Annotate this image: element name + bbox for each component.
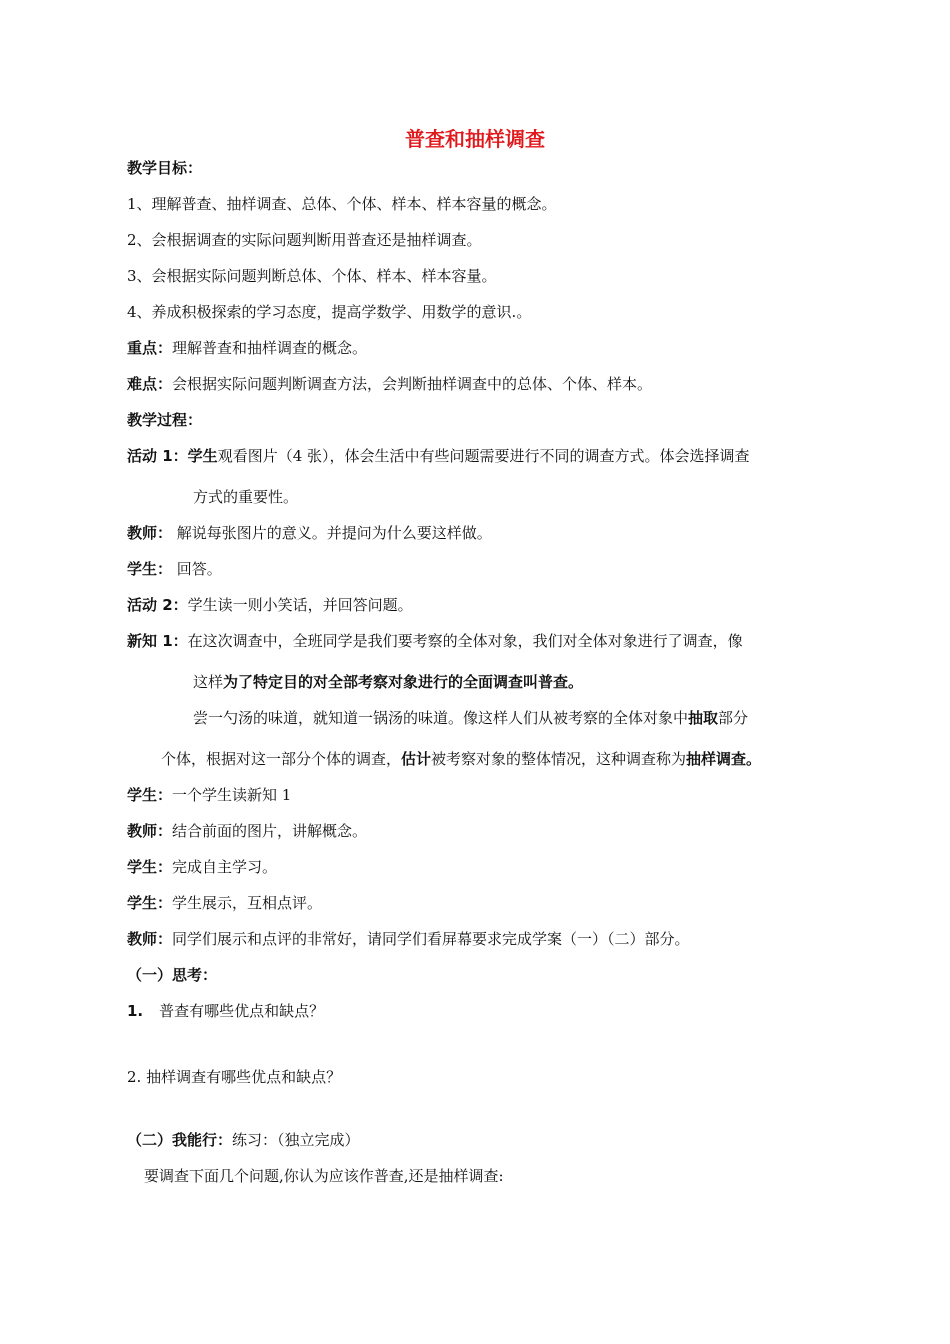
student-3: [127, 857, 277, 877]
student-4-text: 学生展示，互相点评。: [172, 894, 323, 912]
census-intro: 这样: [193, 673, 224, 691]
teacher-2: [127, 821, 367, 841]
activity-2: [127, 595, 413, 615]
teacher-2-text: 结合前面的图片，讲解概念。: [172, 822, 368, 840]
question-1-number: 1.: [127, 1002, 144, 1020]
student-1-label: 学生：: [127, 560, 173, 578]
census-definition: 为了特定目的对全部考察对象进行的全面调查叫普查。: [223, 673, 584, 691]
objective-item-2: 2、会根据调查的实际问题判断用普查还是抽样调查。: [127, 231, 482, 249]
page-title: 普查和抽样调查: [405, 127, 545, 151]
difficulty-text: 会根据实际问题判断调查方法，会判断抽样调查中的总体、个体、样本。: [172, 375, 653, 393]
student-2: [127, 785, 291, 805]
teacher-1: [127, 523, 492, 543]
activity-1-text: 观看图片（4 张），体会生活中有些问题需要进行不同的调查方式。体会选择调查: [217, 447, 750, 465]
activity-1-who: 学生: [187, 447, 218, 465]
activity-1-text-cont: 方式的重要性。: [193, 488, 299, 506]
student-1: [127, 559, 222, 579]
new-knowledge-line-2: [193, 672, 583, 692]
new-knowledge-1: [127, 631, 743, 651]
think-question-2: 2. 抽样调查有哪些优点和缺点？: [127, 1068, 342, 1086]
key-point-label: 重点：: [127, 339, 173, 357]
student-2-text: 一个学生读新知 1: [172, 786, 292, 804]
new-knowledge-label: 新知 1：: [127, 632, 188, 650]
activity-2-label: 活动 2：: [127, 596, 188, 614]
objective-item-1: 1、理解普查、抽样调查、总体、个体、样本、样本容量的概念。: [127, 195, 557, 213]
objective-item-4: 4、养成积极探索的学习态度，提高学数学、用数学的意识.。: [127, 303, 532, 321]
practice-text: 练习：（独立完成）: [232, 1131, 360, 1149]
activity-2-text: 学生读一则小笑话，并回答问题。: [187, 596, 413, 614]
student-3-text: 完成自主学习。: [172, 858, 278, 876]
activity-1-label: 活动 1：: [127, 447, 188, 465]
key-point: [127, 338, 367, 358]
practice-heading: （二）我能行：: [127, 1131, 233, 1149]
process-heading: 教学过程：: [127, 411, 203, 429]
teacher-1-text: 解说每张图片的意义。并提问为什么要这样做。: [176, 524, 492, 542]
objective-item-3: 3、会根据实际问题判断总体、个体、样本、样本容量。: [127, 267, 497, 285]
teacher-3-text: 同学们展示和点评的非常好，请同学们看屏幕要求完成学案（一）（二）部分。: [172, 930, 690, 948]
difficulty-label: 难点：: [127, 375, 173, 393]
teacher-2-label: 教师：: [127, 822, 173, 840]
soup-analogy-end: 部分: [718, 709, 749, 727]
activity-1: [127, 446, 750, 466]
practice-intro: 要调查下面几个问题,你认为应该作普查,还是抽样调查:: [144, 1167, 504, 1185]
teacher-3: [127, 929, 690, 949]
new-knowledge-line-3: [193, 708, 748, 728]
new-knowledge-line-4: [161, 749, 761, 769]
practice: [127, 1130, 360, 1150]
teacher-3-label: 教师：: [127, 930, 173, 948]
student-4: [127, 893, 322, 913]
student-1-text: 回答。: [176, 560, 222, 578]
think-heading: （一）思考：: [127, 966, 218, 984]
student-2-label: 学生：: [127, 786, 173, 804]
objectives-heading: 教学目标：: [127, 159, 203, 177]
keyword-estimate: 估计: [401, 750, 432, 768]
student-4-label: 学生：: [127, 894, 173, 912]
sampling-term: 抽样调查。: [686, 750, 762, 768]
difficulty: [127, 374, 652, 394]
teacher-1-label: 教师：: [127, 524, 173, 542]
sampling-intro: 个体，根据对这一部分个体的调查，: [161, 750, 402, 768]
think-question-1: [127, 1001, 324, 1021]
keyword-extract: 抽取: [688, 709, 719, 727]
sampling-middle: 被考察对象的整体情况，这种调查称为: [431, 750, 687, 768]
key-point-text: 理解普查和抽样调查的概念。: [172, 339, 368, 357]
soup-analogy: 尝一勺汤的味道，就知道一锅汤的味道。像这样人们从被考察的全体对象中: [193, 709, 689, 727]
question-1-text: 普查有哪些优点和缺点？: [159, 1002, 325, 1020]
new-knowledge-text: 在这次调查中，全班同学是我们要考察的全体对象，我们对全体对象进行了调查，像: [187, 632, 743, 650]
student-3-label: 学生：: [127, 858, 173, 876]
